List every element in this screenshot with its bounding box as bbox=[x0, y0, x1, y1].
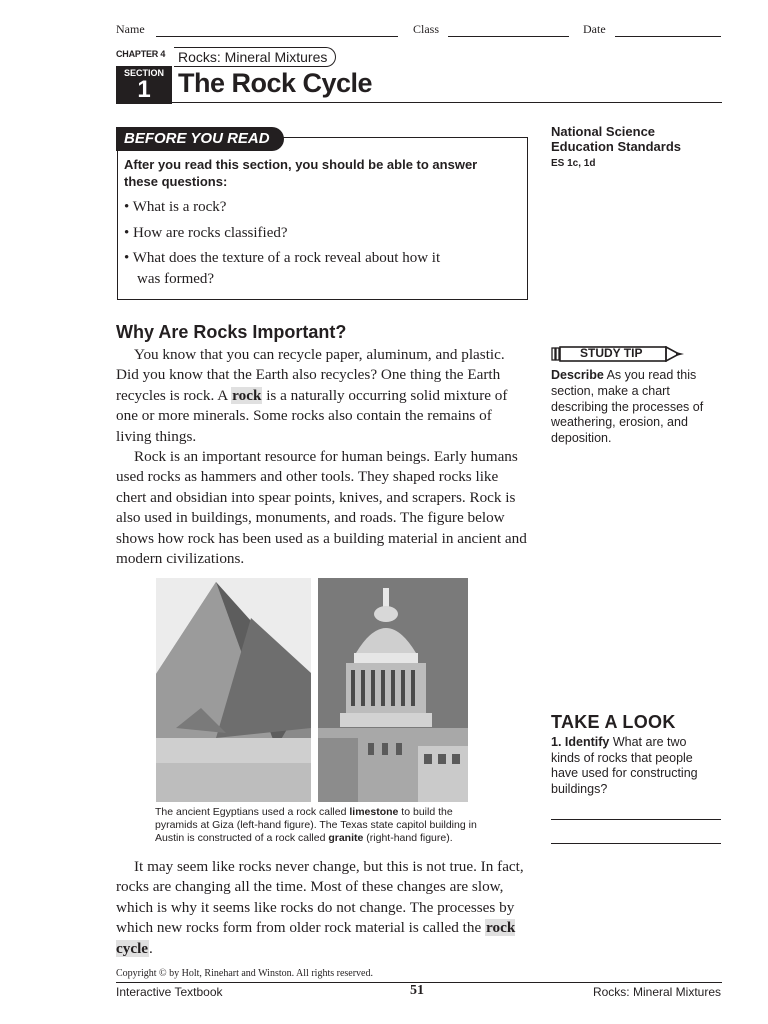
standards-title: National Science Education Standards bbox=[551, 124, 682, 154]
answer-line[interactable] bbox=[551, 819, 721, 820]
paragraph: It may seem like rocks never change, but this is not true. In fact, rocks are changing all the time. Most of these changes are slow, which is why it seems like rocks do not change. The processes by which new rocks form from older rock material is called the rock cycle. bbox=[116, 858, 524, 957]
study-tip-keyword: Describe bbox=[551, 368, 604, 382]
study-tip-text: Describe As you read this section, make a chart describing the processes of weathering, erosion, and deposition. bbox=[551, 368, 704, 446]
chapter-tag: CHAPTER 4 bbox=[116, 49, 166, 59]
caption-term: limestone bbox=[349, 806, 399, 818]
section-badge bbox=[116, 66, 172, 104]
chapter-title: Rocks: Mineral Mixtures bbox=[174, 47, 336, 67]
answer-line[interactable] bbox=[551, 843, 721, 844]
section-number: 1 bbox=[137, 76, 151, 103]
title-divider bbox=[116, 102, 722, 103]
before-you-read-intro: After you read this section, you should be able to answer these questions: bbox=[124, 157, 478, 189]
vocab-term: rock bbox=[232, 386, 262, 404]
take-a-look-question: 1. Identify What are two kinds of rocks that people have used for constructing buildings? bbox=[551, 735, 698, 796]
page-title: The Rock Cycle bbox=[178, 68, 373, 98]
body-text-bottom bbox=[116, 857, 528, 959]
paragraph: You know that you can recycle paper, aluminum, and plastic. Did you know that the Earth also recycles? One thing the Earth recycles is rock. A rock is a naturally occurring solid mixture of one or more minerals. Some rocks also contain the remains of living things. bbox=[116, 346, 508, 445]
take-a-look-title: TAKE A LOOK bbox=[551, 712, 676, 732]
page-number: 51 bbox=[410, 983, 424, 998]
take-a-look-keyword: Identify bbox=[564, 735, 610, 749]
vocab-term: rock cycle bbox=[116, 919, 516, 957]
date-label: Date bbox=[583, 22, 606, 36]
capitol-photo bbox=[318, 578, 468, 802]
before-you-read-tab: BEFORE YOU READ bbox=[116, 127, 284, 151]
pyramids-photo bbox=[156, 578, 311, 802]
copyright: Copyright © by Holt, Rinehart and Winston. All rights reserved. bbox=[116, 968, 373, 979]
question-item: • What does the texture of a rock reveal about how it bbox=[124, 250, 441, 266]
question-item-continued: was formed? bbox=[137, 271, 215, 287]
paragraph: Rock is an important resource for human beings. Early humans used rocks as hammers and other tools. They shaped rocks like chert and obsidian into spear points, knives, and scrapers. Rock is also used in buildings, monuments, and roads. The figure below shows how rock has been used as a building material in ancient and modern civilizations. bbox=[116, 448, 527, 568]
caption-term: granite bbox=[328, 832, 364, 844]
name-label: Name bbox=[116, 22, 145, 36]
section-heading: Why Are Rocks Important? bbox=[116, 322, 347, 342]
footer-book-title: Interactive Textbook bbox=[116, 985, 223, 999]
class-label: Class bbox=[413, 22, 440, 36]
standards-codes: ES 1c, 1d bbox=[551, 158, 596, 169]
class-field[interactable] bbox=[448, 36, 569, 37]
date-field[interactable] bbox=[615, 36, 721, 37]
question-item: • What is a rock? bbox=[124, 199, 227, 215]
question-item: • How are rocks classified? bbox=[124, 225, 288, 241]
figure-caption: The ancient Egyptians used a rock called limestone to build the pyramids at Giza (left-hand figure). The Texas state capitol building in Austin is constructed of a rock called granite (right-hand figure). bbox=[155, 806, 477, 844]
footer-chapter-title: Rocks: Mineral Mixtures bbox=[592, 985, 721, 999]
name-field[interactable] bbox=[156, 36, 398, 37]
section-label: SECTION bbox=[123, 68, 164, 78]
study-tip-label: STUDY TIP bbox=[580, 346, 643, 360]
body-text-top bbox=[116, 345, 528, 569]
